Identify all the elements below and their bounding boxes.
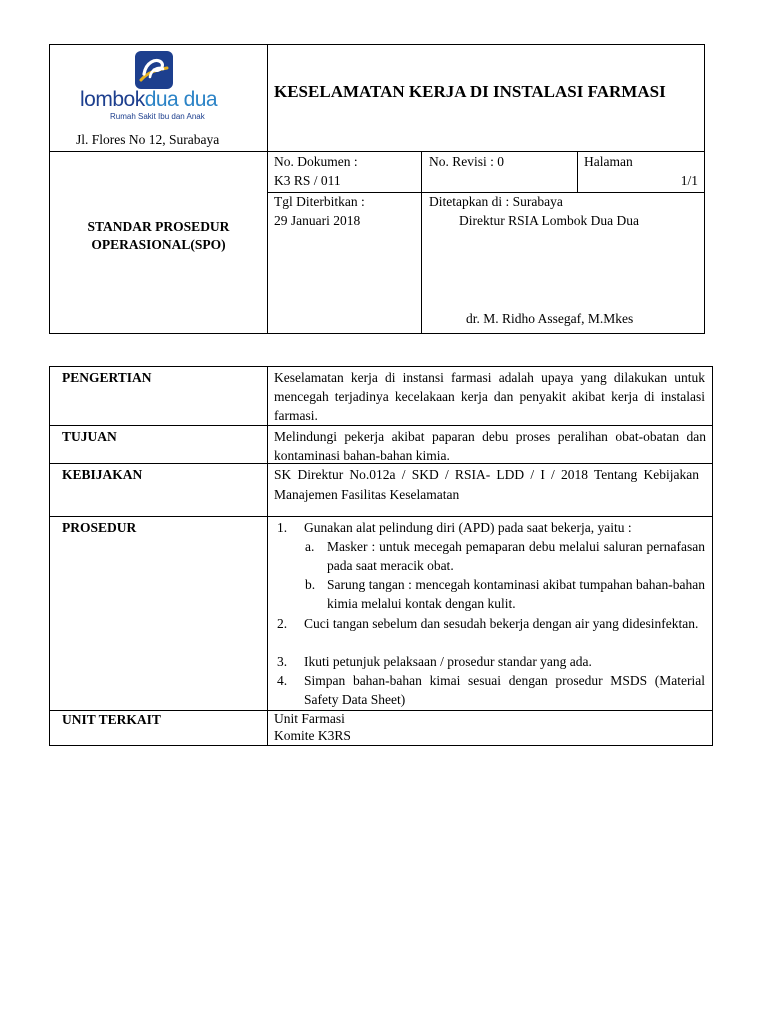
hospital-address: Jl. Flores No 12, Surabaya <box>76 132 220 147</box>
doc-number-label: No. Dokumen : <box>274 154 358 169</box>
spo-label-line2: OPERASIONAL(SPO) <box>91 237 226 252</box>
substep-text: Masker : untuk mecegah pemaparan debu melalui saluran pernafasan pada saat meracik obat. <box>327 539 705 573</box>
prosedur-label: PROSEDUR <box>62 520 137 535</box>
hospital-logo <box>78 50 258 125</box>
document-title: KESELAMATAN KERJA DI INSTALASI FARMASI <box>274 82 666 101</box>
kebijakan-label: KEBIJAKAN <box>62 467 143 482</box>
step-text: Ikuti petunjuk pelaksaan / prosedur standar yang ada. <box>304 654 592 669</box>
substep-letter: b. <box>305 577 316 592</box>
substep-letter: a. <box>305 539 315 554</box>
signer-name: dr. M. Ridho Assegaf, M.Mkes <box>466 311 634 326</box>
spo-label-line1: STANDAR PROSEDUR <box>87 219 230 234</box>
step-text: Cuci tangan sebelum dan sesudah bekerja dengan air yang didesinfektan. <box>304 616 699 631</box>
step-number: 2. <box>277 616 288 631</box>
page-value: 1/1 <box>680 173 698 188</box>
pengertian-label: PENGERTIAN <box>62 370 152 385</box>
unit-terkait-item: Komite K3RS <box>274 728 351 743</box>
step-number: 1. <box>277 520 288 535</box>
unit-terkait-label: UNIT TERKAIT <box>62 712 161 727</box>
issued-date-value: 29 Januari 2018 <box>274 213 361 228</box>
tujuan-text: Melindungi pekerja akibat paparan debu proses peralihan obat-obatan dan kontaminasi bahan-bahan kimia. <box>274 429 706 463</box>
tujuan-label: TUJUAN <box>62 429 117 444</box>
step-text: Gunakan alat pelindung diri (APD) pada saat bekerja, yaitu : <box>304 520 632 535</box>
logo-brand-part1: lombok <box>80 88 145 111</box>
step-number: 3. <box>277 654 288 669</box>
logo-brand-part2: dua dua <box>144 88 218 111</box>
step-text: Simpan bahan-bahan kimai sesuai dengan prosedur MSDS (Material Safety Data Sheet) <box>304 673 705 707</box>
kebijakan-text: SK Direktur No.012a / SKD / RSIA- LDD / I / 2018 Tentang Kebijakan Manajemen Fasilitas Keselamatan <box>274 467 699 502</box>
logo-tagline: Rumah Sakit Ibu dan Anak <box>110 112 205 121</box>
unit-terkait-item: Unit Farmasi <box>274 711 345 726</box>
logo-emblem-icon <box>134 50 174 90</box>
doc-number-value: K3 RS / 011 <box>274 173 341 188</box>
page-label: Halaman <box>584 154 633 169</box>
issued-date-label: Tgl Diterbitkan : <box>274 194 365 209</box>
pengertian-text: Keselamatan kerja di instansi farmasi adalah upaya yang dilakukan untuk mencegah terjadinya kecelakaan kerja dan penyakit akibat kerja di instalasi farmasi. <box>274 370 705 423</box>
step-number: 4. <box>277 673 288 688</box>
set-location: Ditetapkan di : Surabaya <box>429 194 563 209</box>
logo-wordmark <box>80 88 217 112</box>
revision-number: No. Revisi : 0 <box>429 154 505 169</box>
substep-text: Sarung tangan : mencegah kontaminasi akibat tumpahan bahan-bahan kimia melalui kontak dengan kulit. <box>327 577 705 611</box>
set-by-director: Direktur RSIA Lombok Dua Dua <box>459 213 639 228</box>
